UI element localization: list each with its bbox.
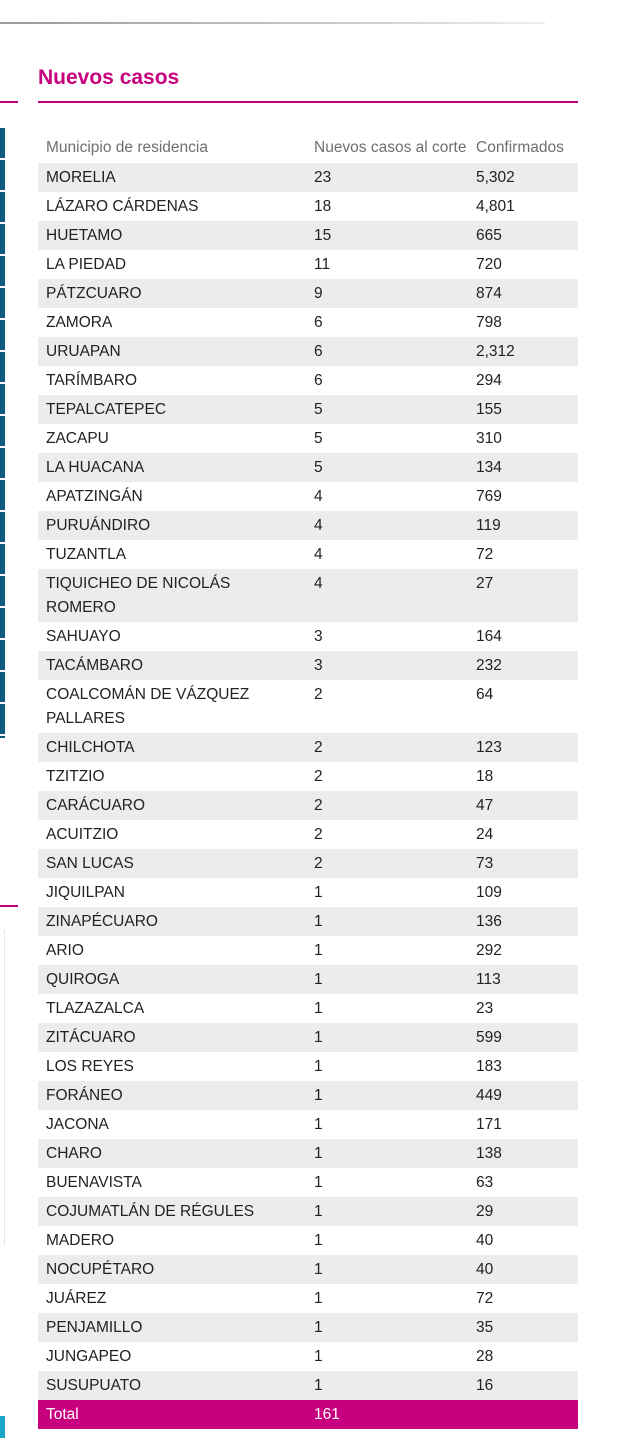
left-edge-tab (0, 1416, 5, 1438)
cell-municipio: CHARO (38, 1139, 306, 1168)
header-nuevos-casos: Nuevos casos al corte (314, 139, 467, 156)
table-row (38, 337, 578, 366)
cell-nuevos-casos: 2 (306, 762, 468, 791)
cell-municipio: SUSUPUATO (38, 1371, 306, 1400)
cell-nuevos-casos: 2 (306, 791, 468, 820)
cell-confirmados: 155 (468, 395, 578, 424)
table-row (38, 569, 578, 622)
cell-municipio: FORÁNEO (38, 1081, 306, 1110)
cell-municipio: ACUITZIO (38, 820, 306, 849)
table-row (38, 279, 578, 308)
cell-nuevos-casos: 1 (306, 1168, 468, 1197)
table-row (38, 651, 578, 680)
table-row (38, 994, 578, 1023)
cell-confirmados: 40 (468, 1255, 578, 1284)
cell-nuevos-casos: 4 (306, 540, 468, 569)
cell-nuevos-casos: 1 (306, 965, 468, 994)
cell-nuevos-casos: 5 (306, 395, 468, 424)
table-row (38, 1081, 578, 1110)
cell-confirmados: 599 (468, 1023, 578, 1052)
title-underline (38, 101, 578, 103)
cell-municipio: PENJAMILLO (38, 1313, 306, 1342)
cell-confirmados: 29 (468, 1197, 578, 1226)
cell-confirmados: 64 (468, 680, 578, 733)
cell-nuevos-casos: 3 (306, 622, 468, 651)
cell-nuevos-casos: 1 (306, 1081, 468, 1110)
table-row (38, 395, 578, 424)
left-accent-line (0, 905, 18, 907)
cell-municipio: JACONA (38, 1110, 306, 1139)
cell-confirmados: 73 (468, 849, 578, 878)
table-row (38, 1313, 578, 1342)
total-confirmed (468, 1400, 578, 1429)
cell-nuevos-casos: 4 (306, 569, 468, 622)
cell-nuevos-casos: 1 (306, 878, 468, 907)
cell-municipio: ARIO (38, 936, 306, 965)
cell-confirmados: 63 (468, 1168, 578, 1197)
table-row (38, 965, 578, 994)
cell-municipio: NOCUPÉTARO (38, 1255, 306, 1284)
cell-municipio: JIQUILPAN (38, 878, 306, 907)
table-row (38, 680, 578, 733)
cell-confirmados: 16 (468, 1371, 578, 1400)
cell-confirmados: 171 (468, 1110, 578, 1139)
total-new-cases: 161 (306, 1400, 468, 1429)
cell-nuevos-casos: 3 (306, 651, 468, 680)
table-row (38, 1371, 578, 1400)
cell-nuevos-casos: 1 (306, 1371, 468, 1400)
cell-nuevos-casos: 11 (306, 250, 468, 279)
cell-municipio: LOS REYES (38, 1052, 306, 1081)
cell-municipio: JUNGAPEO (38, 1342, 306, 1371)
cell-confirmados: 138 (468, 1139, 578, 1168)
cell-nuevos-casos: 4 (306, 511, 468, 540)
header-municipio: Municipio de residencia (46, 139, 208, 156)
cell-nuevos-casos: 1 (306, 1110, 468, 1139)
cell-nuevos-casos: 1 (306, 1197, 468, 1226)
table-row (38, 1110, 578, 1139)
cell-municipio: MADERO (38, 1226, 306, 1255)
cell-municipio: QUIROGA (38, 965, 306, 994)
cell-municipio: TZITZIO (38, 762, 306, 791)
cell-nuevos-casos: 1 (306, 1313, 468, 1342)
cell-municipio: SAN LUCAS (38, 849, 306, 878)
cell-municipio: TEPALCATEPEC (38, 395, 306, 424)
cell-nuevos-casos: 1 (306, 1139, 468, 1168)
table-row (38, 540, 578, 569)
table-row (38, 1139, 578, 1168)
cell-confirmados: 874 (468, 279, 578, 308)
cell-municipio: LA PIEDAD (38, 250, 306, 279)
cell-confirmados: 123 (468, 733, 578, 762)
cell-confirmados: 164 (468, 622, 578, 651)
cell-confirmados: 798 (468, 308, 578, 337)
cell-municipio: ZACAPU (38, 424, 306, 453)
cell-confirmados: 35 (468, 1313, 578, 1342)
cell-confirmados: 310 (468, 424, 578, 453)
cell-confirmados: 665 (468, 221, 578, 250)
cell-confirmados: 183 (468, 1052, 578, 1081)
table-row (38, 622, 578, 651)
cell-confirmados: 136 (468, 907, 578, 936)
cell-confirmados: 24 (468, 820, 578, 849)
table-row (38, 1226, 578, 1255)
cell-nuevos-casos: 6 (306, 366, 468, 395)
cell-confirmados: 72 (468, 540, 578, 569)
table-row (38, 820, 578, 849)
cell-nuevos-casos: 1 (306, 1052, 468, 1081)
cell-nuevos-casos: 1 (306, 936, 468, 965)
cell-municipio: TACÁMBARO (38, 651, 306, 680)
cell-nuevos-casos: 1 (306, 1342, 468, 1371)
cell-confirmados: 449 (468, 1081, 578, 1110)
cell-confirmados: 294 (468, 366, 578, 395)
table-row (38, 1023, 578, 1052)
cell-nuevos-casos: 1 (306, 1255, 468, 1284)
cell-confirmados: 27 (468, 569, 578, 622)
cell-nuevos-casos: 1 (306, 1284, 468, 1313)
table-row (38, 849, 578, 878)
cell-confirmados: 40 (468, 1226, 578, 1255)
cell-confirmados: 2,312 (468, 337, 578, 366)
table-row (38, 1197, 578, 1226)
cell-municipio: BUENAVISTA (38, 1168, 306, 1197)
cell-municipio: SAHUAYO (38, 622, 306, 651)
cell-confirmados: 5,302 (468, 163, 578, 192)
cell-nuevos-casos: 2 (306, 733, 468, 762)
cell-municipio: PURUÁNDIRO (38, 511, 306, 540)
table-row (38, 878, 578, 907)
cell-nuevos-casos: 4 (306, 482, 468, 511)
table-row (38, 762, 578, 791)
table-row (38, 1052, 578, 1081)
cell-nuevos-casos: 18 (306, 192, 468, 221)
cell-nuevos-casos: 6 (306, 308, 468, 337)
cell-nuevos-casos: 5 (306, 453, 468, 482)
left-accent-line (0, 101, 18, 103)
cell-nuevos-casos: 1 (306, 907, 468, 936)
cell-nuevos-casos: 1 (306, 1226, 468, 1255)
table-row (38, 1168, 578, 1197)
cell-nuevos-casos: 2 (306, 680, 468, 733)
cell-municipio: TIQUICHEO DE NICOLÁS ROMERO (38, 569, 306, 622)
cell-municipio: CARÁCUARO (38, 791, 306, 820)
cell-municipio: ZAMORA (38, 308, 306, 337)
cell-nuevos-casos: 1 (306, 1023, 468, 1052)
cell-municipio: LÁZARO CÁRDENAS (38, 192, 306, 221)
cell-municipio: URUAPAN (38, 337, 306, 366)
left-sidebar-strip (0, 128, 5, 738)
cell-nuevos-casos: 9 (306, 279, 468, 308)
cell-nuevos-casos: 2 (306, 849, 468, 878)
table-row (38, 936, 578, 965)
table-header-row (38, 110, 578, 163)
cell-municipio: LA HUACANA (38, 453, 306, 482)
table-row (38, 482, 578, 511)
cell-municipio: HUETAMO (38, 221, 306, 250)
cell-confirmados: 72 (468, 1284, 578, 1313)
table-row (38, 1342, 578, 1371)
table-row (38, 250, 578, 279)
section-title: Nuevos casos (38, 66, 180, 89)
table-row (38, 907, 578, 936)
cell-confirmados: 23 (468, 994, 578, 1023)
table-row (38, 221, 578, 250)
cell-municipio: TLAZAZALCA (38, 994, 306, 1023)
table-row (38, 511, 578, 540)
cell-confirmados: 134 (468, 453, 578, 482)
cell-confirmados: 113 (468, 965, 578, 994)
cell-nuevos-casos: 23 (306, 163, 468, 192)
cell-municipio: ZITÁCUARO (38, 1023, 306, 1052)
table-row (38, 308, 578, 337)
cell-confirmados: 720 (468, 250, 578, 279)
table-row (38, 791, 578, 820)
cell-municipio: JUÁREZ (38, 1284, 306, 1313)
cell-nuevos-casos: 15 (306, 221, 468, 250)
cell-nuevos-casos: 5 (306, 424, 468, 453)
cell-municipio: COJUMATLÁN DE RÉGULES (38, 1197, 306, 1226)
total-label: Total (38, 1400, 306, 1429)
table-row (38, 453, 578, 482)
cell-confirmados: 292 (468, 936, 578, 965)
cases-table (38, 110, 578, 1429)
cell-nuevos-casos: 1 (306, 994, 468, 1023)
cell-municipio: TARÍMBARO (38, 366, 306, 395)
table-row (38, 424, 578, 453)
cell-municipio: ZINAPÉCUARO (38, 907, 306, 936)
left-dotted-divider (4, 930, 5, 1245)
cell-confirmados: 28 (468, 1342, 578, 1371)
cell-municipio: MORELIA (38, 163, 306, 192)
table-row (38, 366, 578, 395)
cell-nuevos-casos: 2 (306, 820, 468, 849)
cell-municipio: PÁTZCUARO (38, 279, 306, 308)
table-row (38, 1284, 578, 1313)
cell-confirmados: 47 (468, 791, 578, 820)
cell-confirmados: 769 (468, 482, 578, 511)
cell-nuevos-casos: 6 (306, 337, 468, 366)
cell-confirmados: 4,801 (468, 192, 578, 221)
top-divider (0, 22, 545, 24)
cell-confirmados: 232 (468, 651, 578, 680)
header-confirmados: Confirmados (476, 139, 564, 156)
cell-municipio: COALCOMÁN DE VÁZQUEZ PALLARES (38, 680, 306, 733)
cell-municipio: CHILCHOTA (38, 733, 306, 762)
table-row (38, 733, 578, 762)
table-row (38, 1255, 578, 1284)
cell-municipio: APATZINGÁN (38, 482, 306, 511)
cell-confirmados: 119 (468, 511, 578, 540)
cell-confirmados: 109 (468, 878, 578, 907)
total-row (38, 1400, 578, 1429)
cell-municipio: TUZANTLA (38, 540, 306, 569)
table-row (38, 192, 578, 221)
table-row (38, 163, 578, 192)
cell-confirmados: 18 (468, 762, 578, 791)
